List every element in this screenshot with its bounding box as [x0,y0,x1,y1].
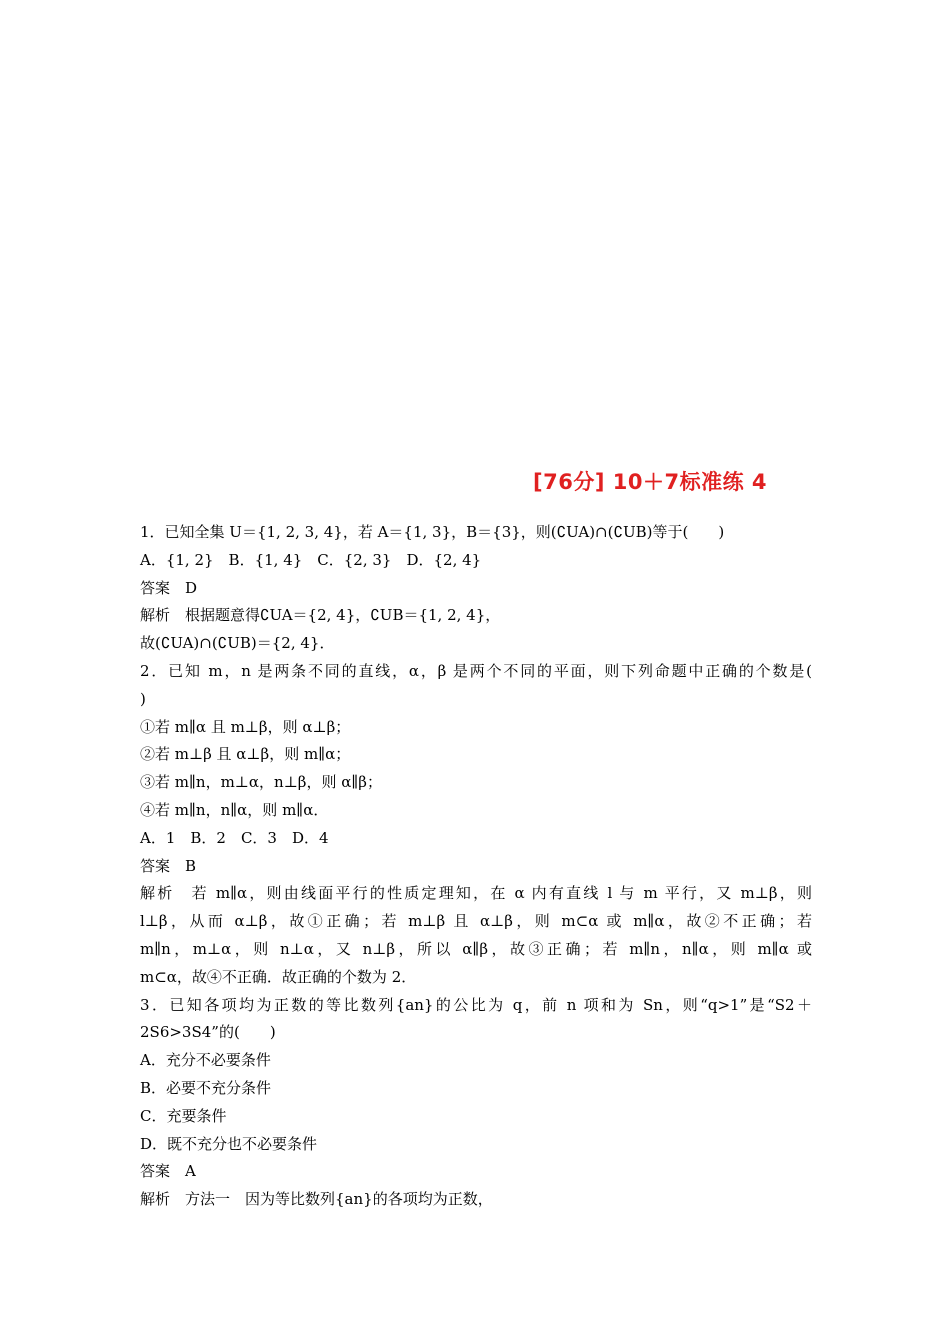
question-1-analysis: 故(∁UA)∩(∁UB)＝{2, 4}． [140,634,335,653]
question-2-statement: ④若 m∥n，n∥α，则 m∥α． [140,800,329,819]
question-3-option-c: C．充要条件 [140,1106,227,1125]
document-body [140,519,812,1214]
question-3-answer: 答案 A [140,1162,196,1181]
question-2-statement: ②若 m⊥β 且 α⊥β，则 m∥α； [140,745,351,764]
question-3-stem: 3．已知各项均为正数的等比数列{an}的公比为 q，前 n 项和为 Sn，则“q>1”是“S2＋ [140,995,812,1014]
question-3-analysis: 解析 方法一 因为等比数列{an}的各项均为正数， [140,1190,493,1209]
question-3-stem: 2S6>3S4”的( ) [140,1023,276,1042]
question-3-option-a: A．充分不必要条件 [140,1051,271,1070]
question-2-statement: ①若 m∥α 且 m⊥β，则 α⊥β； [140,717,351,736]
question-2-analysis: 解析 若 m∥α，则由线面平行的性质定理知，在 α 内有直线 l 与 m 平行，又 m⊥β，则 [140,884,812,903]
question-2-options: A．1 B．2 C．3 D．4 [140,828,329,847]
question-1-options: A．{1, 2} B．{1, 4} C．{2, 3} D．{2, 4} [140,550,482,569]
question-2-statement: ③若 m∥n，m⊥α，n⊥β，则 α∥β； [140,773,382,792]
question-2-stem: 2．已知 m，n 是两条不同的直线，α，β 是两个不同的平面，则下列命题中正确的个数是( [140,661,812,680]
question-2-analysis: m⊂α，故④不正确．故正确的个数为 2． [140,967,417,986]
question-2-answer: 答案 B [140,856,197,875]
question-1-stem: 1．已知全集 U＝{1, 2, 3, 4}，若 A＝{1, 3}，B＝{3}，则(∁UA)∩(∁UB)等于( ) [140,523,725,541]
question-3-option-d: D．既不充分也不必要条件 [140,1134,318,1153]
question-2-stem: ) [140,689,146,708]
question-3-option-b: B．必要不充分条件 [140,1078,272,1097]
question-1-answer: 答案 D [140,578,198,597]
question-2-analysis: m∥n，m⊥α，则 n⊥α，又 n⊥β，所以 α∥β，故③正确；若 m∥n，n∥α，则 m∥α 或 [140,939,812,958]
question-1-analysis: 解析 根据题意得∁UA＝{2, 4}，∁UB＝{1, 2, 4}， [140,606,501,625]
question-2-analysis: l⊥β，从而 α⊥β，故①正确；若 m⊥β 且 α⊥β，则 m⊂α 或 m∥α，故②不正确；若 [140,912,812,931]
page-title: [76分] 10＋7标准练 4 [533,470,767,494]
